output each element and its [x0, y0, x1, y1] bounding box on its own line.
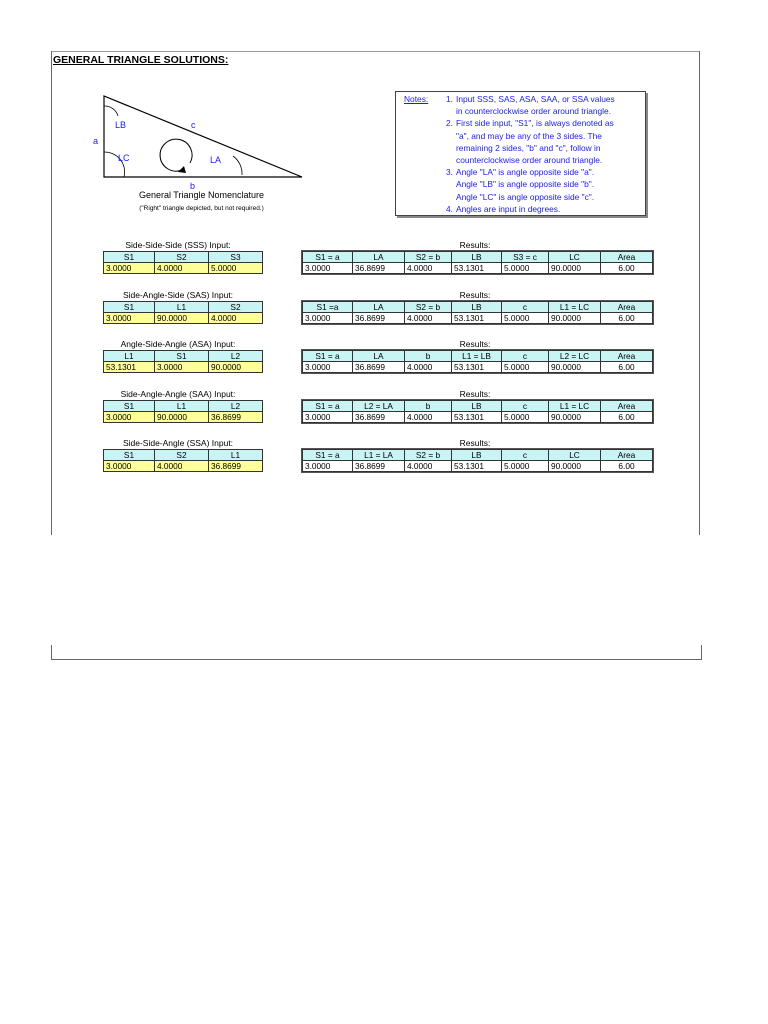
result-header-cell: S1 = a — [303, 450, 353, 461]
result-header-cell: c — [502, 400, 549, 411]
result-header-cell: L1 = LC — [549, 301, 601, 312]
input-header-cell: L2 — [209, 400, 263, 411]
note-line — [442, 178, 594, 190]
result-header-cell: LA — [353, 351, 405, 362]
diagram-subcaption: ("Right" triangle depicted, but not required.) — [139, 205, 264, 212]
notes-box — [395, 91, 646, 216]
diagram-caption: General Triangle Nomenclature — [138, 190, 265, 200]
input-value-cell[interactable]: 3.0000 — [104, 411, 155, 422]
result-header-cell: c — [502, 450, 549, 461]
input-header-cell: L1 — [155, 400, 209, 411]
angle-a-arc — [233, 156, 242, 175]
result-value-cell: 4.0000 — [405, 312, 452, 323]
angle-b-arc — [104, 106, 118, 116]
section-label: Side-Side-Angle (SSA) Input: — [122, 438, 234, 448]
result-header-cell: L1 = LB — [452, 351, 502, 362]
note-line — [442, 93, 615, 105]
section-label: Angle-Side-Angle (ASA) Input: — [120, 339, 236, 349]
result-header-cell: LB — [452, 301, 502, 312]
result-value-cell: 90.0000 — [549, 411, 601, 422]
result-header-cell: LB — [452, 400, 502, 411]
note-line — [442, 117, 614, 129]
result-value-cell: 53.1301 — [452, 461, 502, 472]
input-header-cell: L1 — [209, 450, 263, 461]
triangle-diagram — [90, 90, 310, 190]
note-line — [442, 105, 611, 117]
input-value-cell[interactable]: 3.0000 — [155, 362, 209, 373]
input-header-cell: S1 — [104, 450, 155, 461]
results-label: Results: — [459, 339, 491, 349]
sheet-border-top — [51, 51, 700, 52]
result-value-cell: 53.1301 — [452, 411, 502, 422]
result-header-cell: b — [405, 400, 452, 411]
page-title: GENERAL TRIANGLE SOLUTIONS: — [53, 54, 229, 66]
result-header-cell: LB — [452, 252, 502, 263]
result-value-cell: 5.0000 — [502, 312, 549, 323]
result-header-cell: S1 =a — [303, 301, 353, 312]
result-value-cell: 53.1301 — [452, 263, 502, 274]
input-header-cell: S2 — [155, 450, 209, 461]
note-text: Angle "LB" is angle opposite side "b". — [456, 179, 595, 190]
result-value-cell: 90.0000 — [549, 263, 601, 274]
result-value-cell: 3.0000 — [303, 461, 353, 472]
input-header-cell: L1 — [104, 351, 155, 362]
side-a-label: a — [93, 136, 99, 146]
input-value-cell[interactable]: 4.0000 — [155, 263, 209, 274]
result-header-cell: L1 = LA — [353, 450, 405, 461]
result-value-cell: 5.0000 — [502, 461, 549, 472]
input-header-cell: S2 — [209, 301, 263, 312]
note-line — [442, 130, 602, 142]
note-number: 4. — [446, 203, 453, 214]
results-table — [302, 400, 653, 423]
result-header-cell: Area — [601, 400, 653, 411]
result-value-cell: 6.00 — [601, 312, 653, 323]
result-header-cell: LB — [452, 450, 502, 461]
input-value-cell[interactable]: 36.8699 — [209, 461, 263, 472]
result-value-cell: 4.0000 — [405, 461, 452, 472]
result-header-cell: LC — [549, 450, 601, 461]
note-text: "a", and may be any of the 3 sides. The — [456, 130, 602, 141]
input-table — [103, 251, 263, 274]
result-value-cell: 4.0000 — [405, 411, 452, 422]
result-value-cell: 6.00 — [601, 411, 653, 422]
result-header-cell: S2 = b — [405, 450, 452, 461]
input-header-cell: S3 — [209, 252, 263, 263]
results-label: Results: — [459, 240, 491, 250]
result-header-cell: S3 = c — [502, 252, 549, 263]
note-text: Angle "LC" is angle opposite side "c". — [456, 191, 595, 202]
input-value-cell[interactable]: 3.0000 — [104, 461, 155, 472]
sheet-border-right — [699, 51, 700, 535]
result-header-cell: Area — [601, 252, 653, 263]
result-header-cell: S1 = a — [303, 351, 353, 362]
lower-frame — [51, 645, 702, 660]
result-header-cell: LA — [353, 301, 405, 312]
result-value-cell: 36.8699 — [353, 411, 405, 422]
results-table — [302, 449, 653, 472]
input-value-cell[interactable]: 3.0000 — [104, 263, 155, 274]
result-value-cell: 6.00 — [601, 263, 653, 274]
input-header-cell: S2 — [155, 252, 209, 263]
result-header-cell: S1 = a — [303, 252, 353, 263]
side-c-label: c — [191, 120, 196, 130]
result-value-cell: 36.8699 — [353, 461, 405, 472]
note-number: 1. — [446, 94, 453, 104]
note-line — [442, 191, 594, 203]
input-value-cell[interactable]: 90.0000 — [155, 312, 209, 323]
result-value-cell: 6.00 — [601, 461, 653, 472]
result-value-cell: 90.0000 — [549, 461, 601, 472]
note-text: First side input, "S1", is always denoted as — [456, 118, 614, 129]
result-value-cell: 3.0000 — [303, 263, 353, 274]
result-value-cell: 90.0000 — [549, 362, 601, 373]
result-value-cell: 4.0000 — [405, 362, 452, 373]
result-value-cell: 3.0000 — [303, 312, 353, 323]
note-text: Angles are input in degrees. — [456, 203, 561, 214]
result-header-cell: Area — [601, 351, 653, 362]
input-value-cell[interactable]: 36.8699 — [209, 411, 263, 422]
input-header-cell: S1 — [104, 301, 155, 312]
angle-a-label: LA — [210, 155, 222, 165]
note-line — [442, 142, 601, 154]
input-table — [103, 449, 263, 472]
section-label: Side-Angle-Side (SAS) Input: — [122, 289, 234, 300]
note-text: Angle "LA" is angle opposite side "a". — [456, 167, 595, 178]
side-b-label: b — [190, 181, 196, 190]
result-header-cell: S2 = b — [405, 252, 452, 263]
sheet-border-left — [51, 51, 52, 535]
result-value-cell: 90.0000 — [549, 312, 601, 323]
results-label: Results: — [459, 289, 491, 300]
result-header-cell: Area — [601, 450, 653, 461]
result-value-cell: 4.0000 — [405, 263, 452, 274]
results-table — [302, 350, 653, 373]
result-value-cell: 3.0000 — [303, 411, 353, 422]
angle-c-label: LC — [118, 153, 130, 163]
result-header-cell: LC — [549, 252, 601, 263]
input-value-cell[interactable]: 90.0000 — [209, 362, 263, 373]
input-header-cell: S1 — [104, 252, 155, 263]
result-header-cell: L2 = LC — [549, 351, 601, 362]
result-value-cell: 5.0000 — [502, 263, 549, 274]
section-label: Side-Side-Side (SSS) Input: — [125, 240, 231, 250]
note-line — [442, 166, 594, 178]
result-header-cell: L2 = LA — [353, 400, 405, 411]
note-line — [442, 203, 560, 215]
result-value-cell: 5.0000 — [502, 362, 549, 373]
section-label: Side-Angle-Angle (SAA) Input: — [120, 388, 236, 399]
notes-label: Notes: — [404, 94, 429, 104]
arrowhead-icon — [178, 166, 186, 173]
results-label: Results: — [459, 388, 491, 399]
angle-b-label: LB — [115, 120, 127, 130]
result-header-cell: L1 = LC — [549, 400, 601, 411]
input-header-cell: S1 — [155, 351, 209, 362]
result-value-cell: 3.0000 — [303, 362, 353, 373]
result-header-cell: S2 = b — [405, 301, 452, 312]
ccw-arrow-icon — [160, 139, 192, 171]
result-value-cell: 53.1301 — [452, 312, 502, 323]
input-value-cell[interactable]: 4.0000 — [209, 312, 263, 323]
input-table — [103, 400, 263, 423]
note-number: 2. — [446, 118, 453, 129]
result-value-cell: 6.00 — [601, 362, 653, 373]
results-table — [302, 301, 653, 324]
result-value-cell: 36.8699 — [353, 362, 405, 373]
input-value-cell[interactable]: 90.0000 — [155, 411, 209, 422]
result-header-cell: c — [502, 301, 549, 312]
note-number: 3. — [446, 167, 453, 178]
result-header-cell: LA — [353, 252, 405, 263]
input-value-cell[interactable]: 3.0000 — [104, 312, 155, 323]
result-value-cell: 36.8699 — [353, 312, 405, 323]
result-header-cell: b — [405, 351, 452, 362]
input-value-cell[interactable]: 4.0000 — [155, 461, 209, 472]
input-value-cell[interactable]: 53.1301 — [104, 362, 155, 373]
result-header-cell: S1 = a — [303, 400, 353, 411]
note-text: counterclockwise order around triangle. — [456, 155, 603, 165]
note-text: Input SSS, SAS, ASA, SAA, or SSA values — [456, 94, 615, 104]
note-text: remaining 2 sides, "b" and "c", follow in — [456, 142, 601, 153]
result-value-cell: 36.8699 — [353, 263, 405, 274]
result-header-cell: c — [502, 351, 549, 362]
input-header-cell: S1 — [104, 400, 155, 411]
input-table — [103, 350, 263, 373]
note-text: in counterclockwise order around triangle. — [456, 106, 612, 117]
result-value-cell: 53.1301 — [452, 362, 502, 373]
note-line — [442, 154, 602, 166]
result-header-cell: Area — [601, 301, 653, 312]
input-table — [103, 301, 263, 324]
result-value-cell: 5.0000 — [502, 411, 549, 422]
input-header-cell: L2 — [209, 351, 263, 362]
input-header-cell: L1 — [155, 301, 209, 312]
input-value-cell[interactable]: 5.0000 — [209, 263, 263, 274]
results-table — [302, 251, 653, 274]
results-label: Results: — [459, 438, 491, 448]
triangle-shape — [104, 96, 302, 177]
